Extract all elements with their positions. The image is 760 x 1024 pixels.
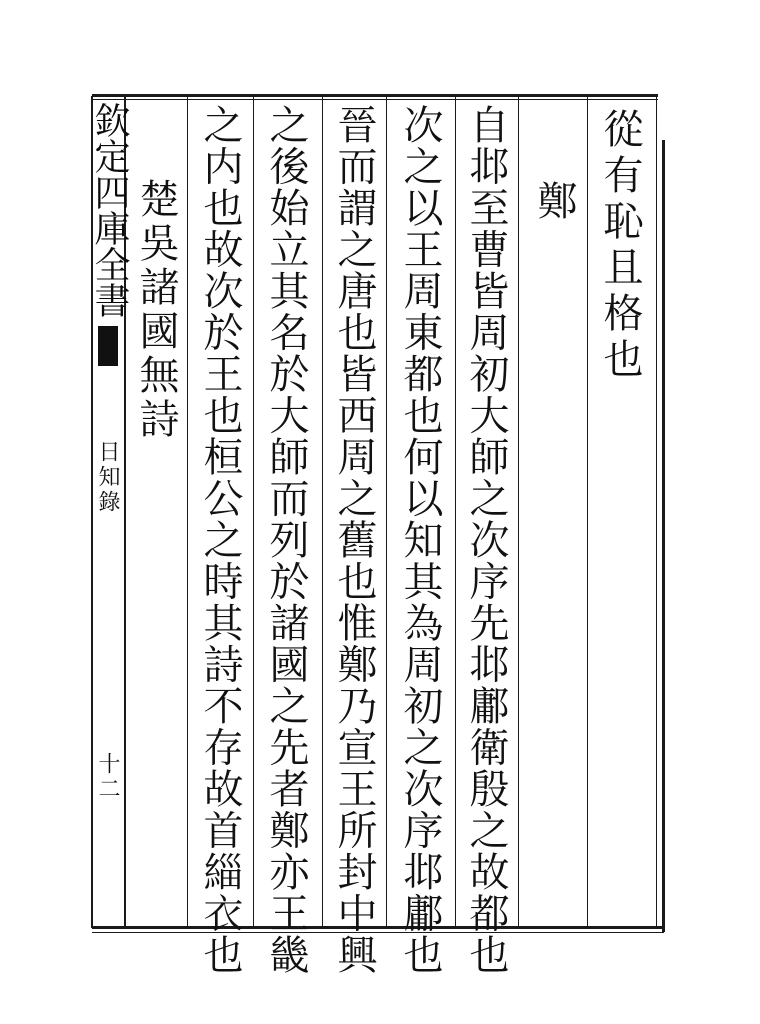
column-divider (455, 96, 456, 928)
column-divider (587, 96, 588, 928)
text-column-4: 次之以王周東都也何以知其為周初之次序邶鄘也 (397, 104, 443, 976)
text-column-1: 從有恥且格也 (597, 108, 643, 384)
column-divider (253, 96, 254, 928)
frame-bottom-rule-inner (92, 932, 664, 933)
text-column-6: 之後始立其名於大師而列於諸國之先者鄭亦王畿 (263, 104, 309, 976)
section-heading: 鄭 (531, 180, 577, 226)
margin-fishtail-mark (98, 326, 118, 366)
margin-page-number: 十二 (95, 752, 120, 802)
frame-right-rule-inner (656, 96, 657, 928)
margin-chapter-name: 日知錄 (95, 440, 120, 515)
text-column-7: 之内也故次於王也桓公之時其詩不存故首緇衣也 (197, 104, 243, 976)
text-column-3: 自邶至曹皆周初大師之次序先邶鄘衛殷之故都也 (463, 104, 509, 976)
text-column-8: 楚吳諸國無詩 (133, 178, 179, 442)
column-divider (386, 96, 387, 928)
frame-bottom-rule (92, 926, 664, 929)
column-divider (187, 96, 188, 928)
frame-top-rule-inner (92, 99, 658, 100)
margin-book-title: 欽定四庫全書 (89, 102, 130, 318)
column-divider (322, 96, 323, 928)
column-divider (518, 96, 519, 928)
frame-right-rule (662, 140, 665, 932)
text-column-5: 晉而謂之唐也皆西周之舊也惟鄭乃宣王所封中興 (331, 104, 377, 976)
frame-top-rule (92, 94, 658, 97)
